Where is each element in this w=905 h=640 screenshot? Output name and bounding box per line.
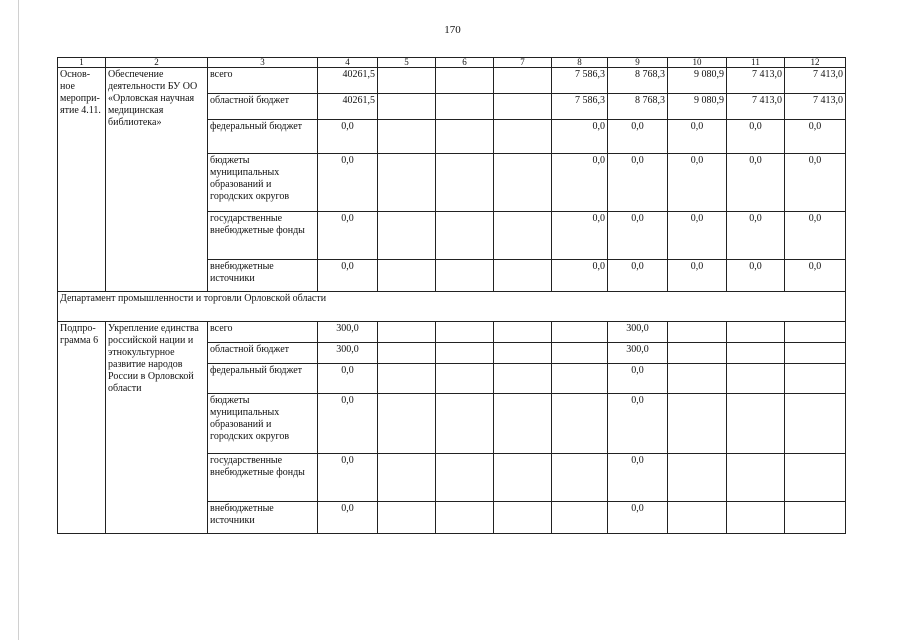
value-cell: 0,0 [608,212,668,260]
subprogram-name: Укрепление единства российской нации и этнокультурное развитие народов России в Орловской области [106,322,208,534]
value-cell [378,68,436,94]
value-cell [727,454,785,502]
column-header: 5 [378,58,436,68]
value-cell: 0,0 [318,394,378,454]
value-cell: 7 413,0 [727,94,785,120]
value-cell [494,212,552,260]
value-cell [378,120,436,154]
value-cell [378,322,436,343]
value-cell: 7 413,0 [785,68,846,94]
value-cell [436,68,494,94]
value-cell: 0,0 [608,120,668,154]
value-cell: 0,0 [727,212,785,260]
value-cell: 300,0 [318,322,378,343]
value-cell [785,454,846,502]
value-cell: 0,0 [785,212,846,260]
value-cell: 7 586,3 [552,94,608,120]
department-name: Департамент промышленности и торговли Орловской области [58,292,846,322]
column-header: 7 [494,58,552,68]
value-cell [668,454,727,502]
value-cell [785,502,846,534]
value-cell: 300,0 [608,343,668,364]
value-cell [785,343,846,364]
budget-table [57,57,846,534]
value-cell [727,502,785,534]
value-cell: 0,0 [785,260,846,292]
value-cell: 0,0 [318,212,378,260]
value-cell [494,260,552,292]
value-cell: 0,0 [552,260,608,292]
value-cell [494,120,552,154]
value-cell [668,502,727,534]
value-cell: 9 080,9 [668,68,727,94]
funding-source: федеральный бюджет [208,364,318,394]
funding-source: областной бюджет [208,343,318,364]
column-header: 8 [552,58,608,68]
value-cell [727,322,785,343]
value-cell: 0,0 [668,120,727,154]
value-cell [436,454,494,502]
column-header: 11 [727,58,785,68]
value-cell [552,343,608,364]
value-cell: 300,0 [318,343,378,364]
value-cell [436,154,494,212]
column-header: 1 [58,58,106,68]
value-cell: 0,0 [318,502,378,534]
value-cell [494,502,552,534]
column-header: 2 [106,58,208,68]
table-row [58,322,846,343]
value-cell [552,454,608,502]
value-cell [378,212,436,260]
column-number-row [58,58,846,68]
value-cell: 0,0 [727,154,785,212]
value-cell [727,343,785,364]
column-header: 3 [208,58,318,68]
value-cell [785,322,846,343]
value-cell: 9 080,9 [668,94,727,120]
value-cell: 0,0 [608,454,668,502]
value-cell: 0,0 [608,260,668,292]
column-header: 12 [785,58,846,68]
value-cell [494,94,552,120]
value-cell [494,364,552,394]
value-cell: 0,0 [608,394,668,454]
value-cell [668,322,727,343]
activity-code: Основ-ное меропри-ятие 4.11. [58,68,106,292]
value-cell: 0,0 [318,364,378,394]
value-cell: 0,0 [318,260,378,292]
value-cell: 0,0 [608,502,668,534]
value-cell [378,260,436,292]
value-cell [552,322,608,343]
value-cell [436,364,494,394]
value-cell [785,394,846,454]
value-cell [552,502,608,534]
value-cell [552,394,608,454]
value-cell [494,343,552,364]
funding-source: всего [208,322,318,343]
value-cell: 300,0 [608,322,668,343]
funding-source: областной бюджет [208,94,318,120]
value-cell: 8 768,3 [608,94,668,120]
funding-source: бюджеты муниципальных образований и городских округов [208,394,318,454]
value-cell [552,364,608,394]
value-cell [494,394,552,454]
value-cell [436,502,494,534]
value-cell: 0,0 [318,120,378,154]
value-cell [727,364,785,394]
value-cell: 0,0 [727,260,785,292]
funding-source: государственные внебюджетные фонды [208,212,318,260]
department-row [58,292,846,322]
value-cell [785,364,846,394]
table-row [58,68,846,94]
funding-source: бюджеты муниципальных образований и городских округов [208,154,318,212]
page-number: 170 [444,24,461,36]
value-cell: 0,0 [608,364,668,394]
value-cell [378,394,436,454]
value-cell [436,260,494,292]
value-cell [494,454,552,502]
column-header: 9 [608,58,668,68]
value-cell: 40261,5 [318,94,378,120]
value-cell: 7 413,0 [727,68,785,94]
value-cell [494,68,552,94]
value-cell: 0,0 [608,154,668,212]
value-cell: 8 768,3 [608,68,668,94]
value-cell: 0,0 [668,212,727,260]
activity-name: Обеспечение деятельности БУ ОО «Орловская научная медицинская библиотека» [106,68,208,292]
value-cell: 0,0 [552,154,608,212]
funding-source: внебюджетные источники [208,502,318,534]
value-cell [727,394,785,454]
value-cell [378,454,436,502]
funding-source: государственные внебюджетные фонды [208,454,318,502]
value-cell [436,322,494,343]
value-cell [668,394,727,454]
column-header: 4 [318,58,378,68]
column-header: 6 [436,58,494,68]
value-cell [436,394,494,454]
value-cell: 7 586,3 [552,68,608,94]
value-cell: 0,0 [785,120,846,154]
value-cell: 0,0 [668,154,727,212]
value-cell [378,364,436,394]
funding-source: федеральный бюджет [208,120,318,154]
value-cell: 0,0 [552,212,608,260]
value-cell [378,94,436,120]
column-header: 10 [668,58,727,68]
value-cell [378,154,436,212]
value-cell: 40261,5 [318,68,378,94]
value-cell [436,120,494,154]
value-cell: 0,0 [785,154,846,212]
funding-source: внебюджетные источники [208,260,318,292]
value-cell [378,502,436,534]
value-cell: 0,0 [318,154,378,212]
value-cell [436,212,494,260]
value-cell [436,343,494,364]
value-cell: 0,0 [668,260,727,292]
value-cell [494,322,552,343]
value-cell [378,343,436,364]
subprogram-code: Подпро-грамма 6 [58,322,106,534]
value-cell [494,154,552,212]
value-cell: 0,0 [318,454,378,502]
value-cell [436,94,494,120]
value-cell [668,364,727,394]
value-cell: 0,0 [552,120,608,154]
value-cell: 0,0 [727,120,785,154]
scan-edge-line [18,0,19,640]
funding-source: всего [208,68,318,94]
value-cell: 7 413,0 [785,94,846,120]
value-cell [668,343,727,364]
